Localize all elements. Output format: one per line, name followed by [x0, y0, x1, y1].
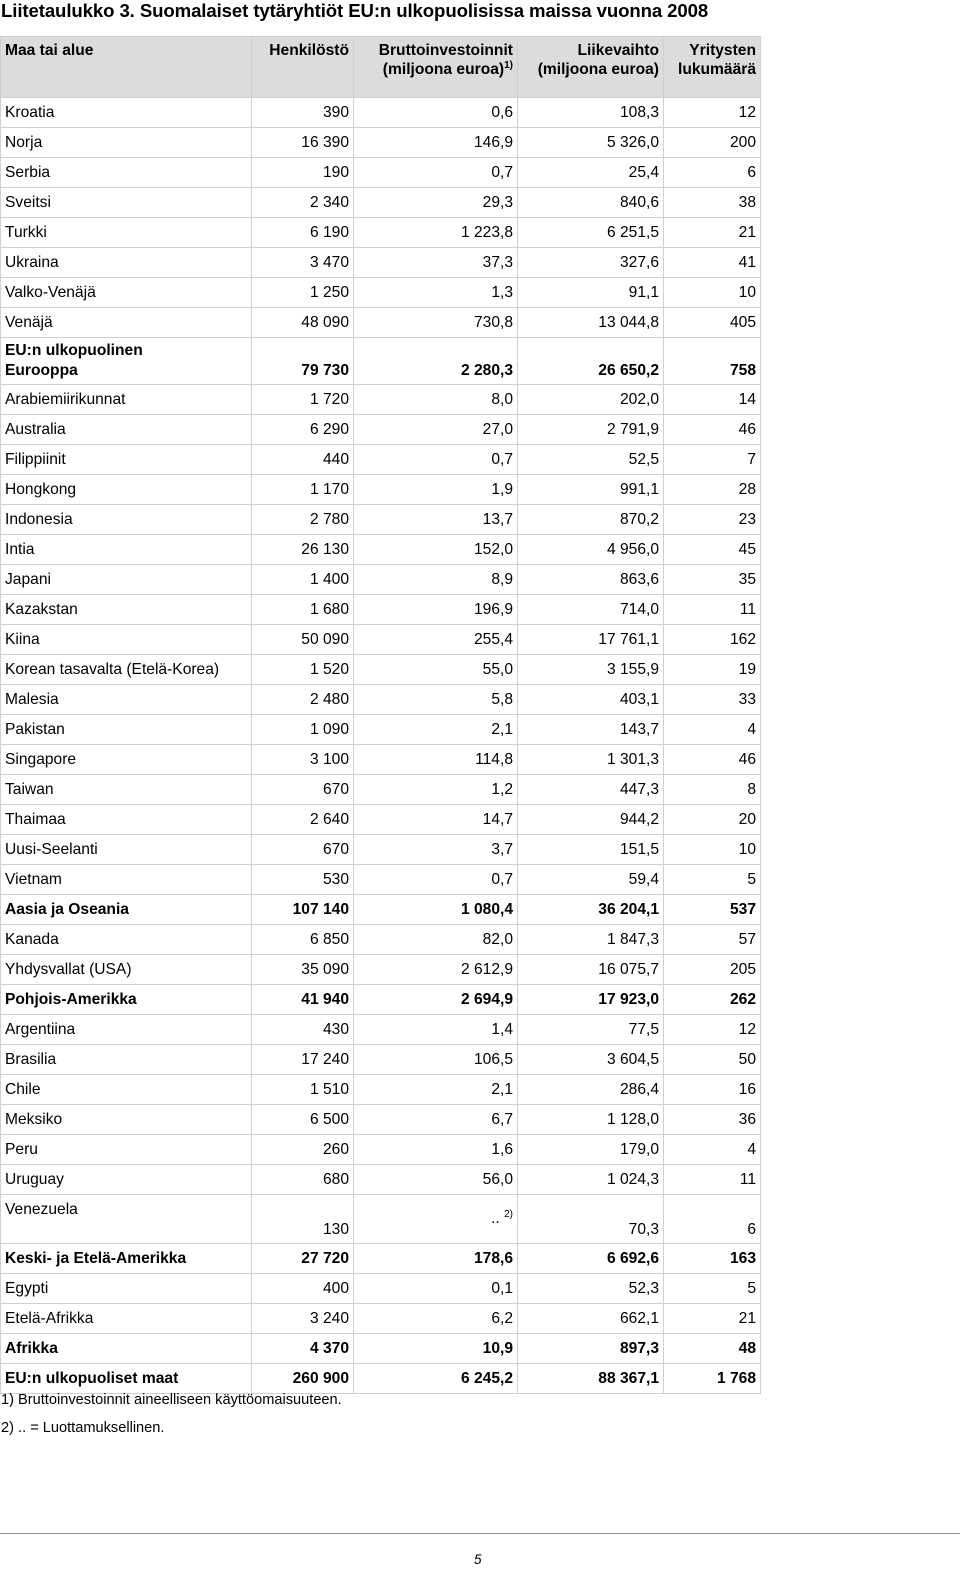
investment-cell: 82,0: [354, 925, 518, 955]
investment-cell: 6 245,2: [354, 1364, 518, 1394]
staff-cell: 430: [252, 1015, 354, 1045]
table-row: [1, 1195, 761, 1244]
table-row: [1, 925, 761, 955]
country-cell: Venezuela: [1, 1195, 252, 1244]
companies-cell: 7: [664, 445, 761, 475]
investment-cell: 3,7: [354, 835, 518, 865]
companies-cell: 50: [664, 1045, 761, 1075]
table-row: [1, 415, 761, 445]
companies-cell: 57: [664, 925, 761, 955]
turnover-cell: 991,1: [518, 475, 664, 505]
investment-cell: 1 080,4: [354, 895, 518, 925]
investment-cell: 1,2: [354, 775, 518, 805]
country-cell: Venäjä: [1, 308, 252, 338]
staff-cell: 48 090: [252, 308, 354, 338]
investment-cell: 0,7: [354, 445, 518, 475]
table-row: [1, 775, 761, 805]
staff-cell: 1 090: [252, 715, 354, 745]
country-cell: Brasilia: [1, 1045, 252, 1075]
turnover-cell: 17 761,1: [518, 625, 664, 655]
table-row: [1, 188, 761, 218]
staff-cell: 1 680: [252, 595, 354, 625]
table-row: [1, 1045, 761, 1075]
table-row-total: [1, 895, 761, 925]
country-cell: Thaimaa: [1, 805, 252, 835]
turnover-cell: 88 367,1: [518, 1364, 664, 1394]
companies-cell: 5: [664, 1274, 761, 1304]
table-row: [1, 745, 761, 775]
country-cell: Singapore: [1, 745, 252, 775]
page-number: 5: [474, 1552, 482, 1567]
companies-cell: 758: [664, 338, 761, 385]
country-cell: Australia: [1, 415, 252, 445]
staff-cell: 130: [252, 1195, 354, 1244]
turnover-cell: 286,4: [518, 1075, 664, 1105]
companies-cell: 11: [664, 1165, 761, 1195]
investment-cell: 114,8: [354, 745, 518, 775]
country-cell: Afrikka: [1, 1334, 252, 1364]
country-cell: Japani: [1, 565, 252, 595]
companies-cell: 262: [664, 985, 761, 1015]
country-cell: Egypti: [1, 1274, 252, 1304]
companies-cell: 35: [664, 565, 761, 595]
turnover-cell: 108,3: [518, 98, 664, 128]
staff-cell: 3 470: [252, 248, 354, 278]
country-cell: Sveitsi: [1, 188, 252, 218]
country-cell: Indonesia: [1, 505, 252, 535]
staff-cell: 530: [252, 865, 354, 895]
investment-cell: 6,7: [354, 1105, 518, 1135]
investment-cell: 2,1: [354, 1075, 518, 1105]
table-row: [1, 1075, 761, 1105]
table-body: [1, 98, 761, 1394]
staff-cell: 27 720: [252, 1244, 354, 1274]
turnover-cell: 327,6: [518, 248, 664, 278]
table-row: [1, 655, 761, 685]
staff-cell: 2 480: [252, 685, 354, 715]
country-cell: Argentiina: [1, 1015, 252, 1045]
turnover-cell: 77,5: [518, 1015, 664, 1045]
staff-cell: 390: [252, 98, 354, 128]
investment-cell: 196,9: [354, 595, 518, 625]
staff-cell: 26 130: [252, 535, 354, 565]
turnover-cell: 6 251,5: [518, 218, 664, 248]
staff-cell: 440: [252, 445, 354, 475]
column-header-country: Maa tai alue: [1, 37, 252, 98]
country-cell: Uusi-Seelanti: [1, 835, 252, 865]
turnover-cell: 5 326,0: [518, 128, 664, 158]
turnover-cell: 403,1: [518, 685, 664, 715]
staff-cell: 3 240: [252, 1304, 354, 1334]
companies-cell: 205: [664, 955, 761, 985]
table-row: [1, 218, 761, 248]
country-cell: Malesia: [1, 685, 252, 715]
turnover-cell: 151,5: [518, 835, 664, 865]
country-cell: Hongkong: [1, 475, 252, 505]
footnote-marker: 2): [504, 1208, 513, 1220]
companies-cell: 16: [664, 1075, 761, 1105]
table-row: [1, 565, 761, 595]
investment-cell: 0,7: [354, 865, 518, 895]
companies-cell: 162: [664, 625, 761, 655]
table-row: [1, 685, 761, 715]
investment-cell: 2 694,9: [354, 985, 518, 1015]
turnover-cell: 36 204,1: [518, 895, 664, 925]
staff-cell: 670: [252, 775, 354, 805]
investment-cell: 8,9: [354, 565, 518, 595]
staff-cell: 400: [252, 1274, 354, 1304]
companies-cell: 200: [664, 128, 761, 158]
country-cell: Keski- ja Etelä-Amerikka: [1, 1244, 252, 1274]
table-row: [1, 805, 761, 835]
staff-cell: 1 510: [252, 1075, 354, 1105]
companies-cell: 1 768: [664, 1364, 761, 1394]
country-cell: Korean tasavalta (Etelä-Korea): [1, 655, 252, 685]
staff-cell: 35 090: [252, 955, 354, 985]
country-cell: Vietnam: [1, 865, 252, 895]
data-table: [0, 36, 761, 1394]
table-row: [1, 1304, 761, 1334]
column-header-turnover: Liikevaihto (miljoona euroa): [518, 37, 664, 98]
table-row: [1, 955, 761, 985]
country-cell: Kanada: [1, 925, 252, 955]
staff-cell: 670: [252, 835, 354, 865]
staff-cell: 3 100: [252, 745, 354, 775]
companies-cell: 6: [664, 1195, 761, 1244]
investment-cell: 152,0: [354, 535, 518, 565]
turnover-cell: 16 075,7: [518, 955, 664, 985]
turnover-cell: 3 604,5: [518, 1045, 664, 1075]
turnover-cell: 25,4: [518, 158, 664, 188]
table-row: [1, 278, 761, 308]
investment-cell: 255,4: [354, 625, 518, 655]
investment-cell: 1,6: [354, 1135, 518, 1165]
country-cell: Norja: [1, 128, 252, 158]
staff-cell: 2 640: [252, 805, 354, 835]
companies-cell: 6: [664, 158, 761, 188]
companies-cell: 36: [664, 1105, 761, 1135]
country-cell: Yhdysvallat (USA): [1, 955, 252, 985]
turnover-cell: 202,0: [518, 385, 664, 415]
companies-cell: 405: [664, 308, 761, 338]
table-row: [1, 1274, 761, 1304]
staff-cell: 50 090: [252, 625, 354, 655]
table-row-total: [1, 1334, 761, 1364]
turnover-cell: 870,2: [518, 505, 664, 535]
country-cell: Serbia: [1, 158, 252, 188]
country-cell: Peru: [1, 1135, 252, 1165]
investment-cell: 1,3: [354, 278, 518, 308]
country-cell: Pohjois-Amerikka: [1, 985, 252, 1015]
table-row: [1, 1015, 761, 1045]
table-row: [1, 625, 761, 655]
table-row-total: [1, 985, 761, 1015]
turnover-cell: 863,6: [518, 565, 664, 595]
country-cell: Valko-Venäjä: [1, 278, 252, 308]
staff-cell: 6 190: [252, 218, 354, 248]
column-header-staff: Henkilöstö: [252, 37, 354, 98]
turnover-cell: 1 301,3: [518, 745, 664, 775]
investment-cell: 178,6: [354, 1244, 518, 1274]
turnover-cell: 662,1: [518, 1304, 664, 1334]
companies-cell: 8: [664, 775, 761, 805]
turnover-cell: 447,3: [518, 775, 664, 805]
turnover-cell: 840,6: [518, 188, 664, 218]
table-row: [1, 505, 761, 535]
companies-cell: 10: [664, 835, 761, 865]
table-row: [1, 595, 761, 625]
footnote-2: 2) .. = Luottamuksellinen.: [1, 1420, 165, 1436]
turnover-cell: 13 044,8: [518, 308, 664, 338]
staff-cell: 260 900: [252, 1364, 354, 1394]
table-row-total: [1, 338, 761, 385]
companies-cell: 20: [664, 805, 761, 835]
turnover-cell: 4 956,0: [518, 535, 664, 565]
table-row: [1, 715, 761, 745]
companies-cell: 23: [664, 505, 761, 535]
turnover-cell: 6 692,6: [518, 1244, 664, 1274]
table-row: [1, 445, 761, 475]
country-cell: Uruguay: [1, 1165, 252, 1195]
investment-cell: 0,6: [354, 98, 518, 128]
column-header-investment: Bruttoinvestoinnit (miljoona euroa)$^{1)}$: [354, 37, 518, 98]
staff-cell: 1 170: [252, 475, 354, 505]
investment-cell: 1 223,8: [354, 218, 518, 248]
investment-cell: 14,7: [354, 805, 518, 835]
footnote-marker: 1): [504, 59, 513, 71]
staff-cell: 107 140: [252, 895, 354, 925]
turnover-cell: 91,1: [518, 278, 664, 308]
country-cell: Kazakstan: [1, 595, 252, 625]
investment-cell: 37,3: [354, 248, 518, 278]
staff-cell: 190: [252, 158, 354, 188]
investment-cell: 55,0: [354, 655, 518, 685]
investment-cell: 2 612,9: [354, 955, 518, 985]
investment-cell: 10,9: [354, 1334, 518, 1364]
country-cell: Ukraina: [1, 248, 252, 278]
table-row: [1, 1135, 761, 1165]
staff-cell: 6 850: [252, 925, 354, 955]
investment-cell: 6,2: [354, 1304, 518, 1334]
country-cell: Taiwan: [1, 775, 252, 805]
companies-cell: 12: [664, 1015, 761, 1045]
country-cell: Aasia ja Oseania: [1, 895, 252, 925]
investment-cell: .. $^{2)}$: [354, 1195, 518, 1244]
investment-cell: 1,4: [354, 1015, 518, 1045]
companies-cell: 46: [664, 415, 761, 445]
staff-cell: 2 340: [252, 188, 354, 218]
investment-cell: 29,3: [354, 188, 518, 218]
staff-cell: 1 720: [252, 385, 354, 415]
companies-cell: 33: [664, 685, 761, 715]
companies-cell: 48: [664, 1334, 761, 1364]
investment-cell: 13,7: [354, 505, 518, 535]
table-row-total: [1, 1244, 761, 1274]
staff-cell: 1 250: [252, 278, 354, 308]
turnover-cell: 2 791,9: [518, 415, 664, 445]
companies-cell: 14: [664, 385, 761, 415]
staff-cell: 6 290: [252, 415, 354, 445]
turnover-cell: 897,3: [518, 1334, 664, 1364]
investment-cell: 0,1: [354, 1274, 518, 1304]
country-cell: Meksiko: [1, 1105, 252, 1135]
table-header-row: [1, 37, 761, 98]
table-row: [1, 98, 761, 128]
companies-cell: 10: [664, 278, 761, 308]
staff-cell: 4 370: [252, 1334, 354, 1364]
turnover-cell: 944,2: [518, 805, 664, 835]
country-cell: EU:n ulkopuoliset maat: [1, 1364, 252, 1394]
companies-cell: 21: [664, 218, 761, 248]
turnover-cell: 714,0: [518, 595, 664, 625]
country-cell: Etelä-Afrikka: [1, 1304, 252, 1334]
turnover-cell: 179,0: [518, 1135, 664, 1165]
turnover-cell: 52,5: [518, 445, 664, 475]
turnover-cell: 143,7: [518, 715, 664, 745]
investment-cell: 0,7: [354, 158, 518, 188]
companies-cell: 5: [664, 865, 761, 895]
companies-cell: 537: [664, 895, 761, 925]
table-row: [1, 385, 761, 415]
country-cell: Arabiemiirikunnat: [1, 385, 252, 415]
staff-cell: 41 940: [252, 985, 354, 1015]
country-cell: Pakistan: [1, 715, 252, 745]
staff-cell: 680: [252, 1165, 354, 1195]
staff-cell: 1 400: [252, 565, 354, 595]
country-cell: Chile: [1, 1075, 252, 1105]
table-row: [1, 128, 761, 158]
table-row: [1, 308, 761, 338]
turnover-cell: 26 650,2: [518, 338, 664, 385]
table-row: [1, 475, 761, 505]
companies-cell: 41: [664, 248, 761, 278]
investment-cell: 27,0: [354, 415, 518, 445]
table-row: [1, 248, 761, 278]
footer-divider: [0, 1533, 960, 1534]
staff-cell: 17 240: [252, 1045, 354, 1075]
companies-cell: 45: [664, 535, 761, 565]
country-cell: Kroatia: [1, 98, 252, 128]
turnover-cell: 59,4: [518, 865, 664, 895]
table-row: [1, 535, 761, 565]
companies-cell: 12: [664, 98, 761, 128]
column-header-companies: Yritysten lukumäärä: [664, 37, 761, 98]
staff-cell: 1 520: [252, 655, 354, 685]
companies-cell: 28: [664, 475, 761, 505]
table-row-total: [1, 1364, 761, 1394]
turnover-cell: 3 155,9: [518, 655, 664, 685]
country-cell: Filippiinit: [1, 445, 252, 475]
investment-cell: 56,0: [354, 1165, 518, 1195]
turnover-cell: 1 847,3: [518, 925, 664, 955]
investment-cell: 106,5: [354, 1045, 518, 1075]
investment-cell: 2,1: [354, 715, 518, 745]
turnover-cell: 17 923,0: [518, 985, 664, 1015]
table-row: [1, 835, 761, 865]
table-row: [1, 158, 761, 188]
turnover-cell: 70,3: [518, 1195, 664, 1244]
companies-cell: 21: [664, 1304, 761, 1334]
turnover-cell: 1 128,0: [518, 1105, 664, 1135]
investment-cell: 730,8: [354, 308, 518, 338]
staff-cell: 16 390: [252, 128, 354, 158]
staff-cell: 79 730: [252, 338, 354, 385]
staff-cell: 2 780: [252, 505, 354, 535]
companies-cell: 163: [664, 1244, 761, 1274]
companies-cell: 19: [664, 655, 761, 685]
investment-cell: 146,9: [354, 128, 518, 158]
page-title: Liitetaulukko 3. Suomalaiset tytäryhtiöt EU:n ulkopuolisissa maissa vuonna 2008: [1, 0, 709, 21]
country-cell: Turkki: [1, 218, 252, 248]
companies-cell: 4: [664, 1135, 761, 1165]
investment-cell: 8,0: [354, 385, 518, 415]
turnover-cell: 52,3: [518, 1274, 664, 1304]
companies-cell: 11: [664, 595, 761, 625]
table-row: [1, 1105, 761, 1135]
country-cell: Intia: [1, 535, 252, 565]
investment-cell: 5,8: [354, 685, 518, 715]
investment-cell: 2 280,3: [354, 338, 518, 385]
table-row: [1, 865, 761, 895]
country-cell: EU:n ulkopuolinen Eurooppa: [1, 338, 252, 385]
companies-cell: 46: [664, 745, 761, 775]
companies-cell: 4: [664, 715, 761, 745]
investment-cell: 1,9: [354, 475, 518, 505]
companies-cell: 38: [664, 188, 761, 218]
staff-cell: 6 500: [252, 1105, 354, 1135]
footnote-1: 1) Bruttoinvestoinnit aineelliseen käyttöomaisuuteen.: [1, 1392, 342, 1408]
country-cell: Kiina: [1, 625, 252, 655]
turnover-cell: 1 024,3: [518, 1165, 664, 1195]
table-row: [1, 1165, 761, 1195]
staff-cell: 260: [252, 1135, 354, 1165]
